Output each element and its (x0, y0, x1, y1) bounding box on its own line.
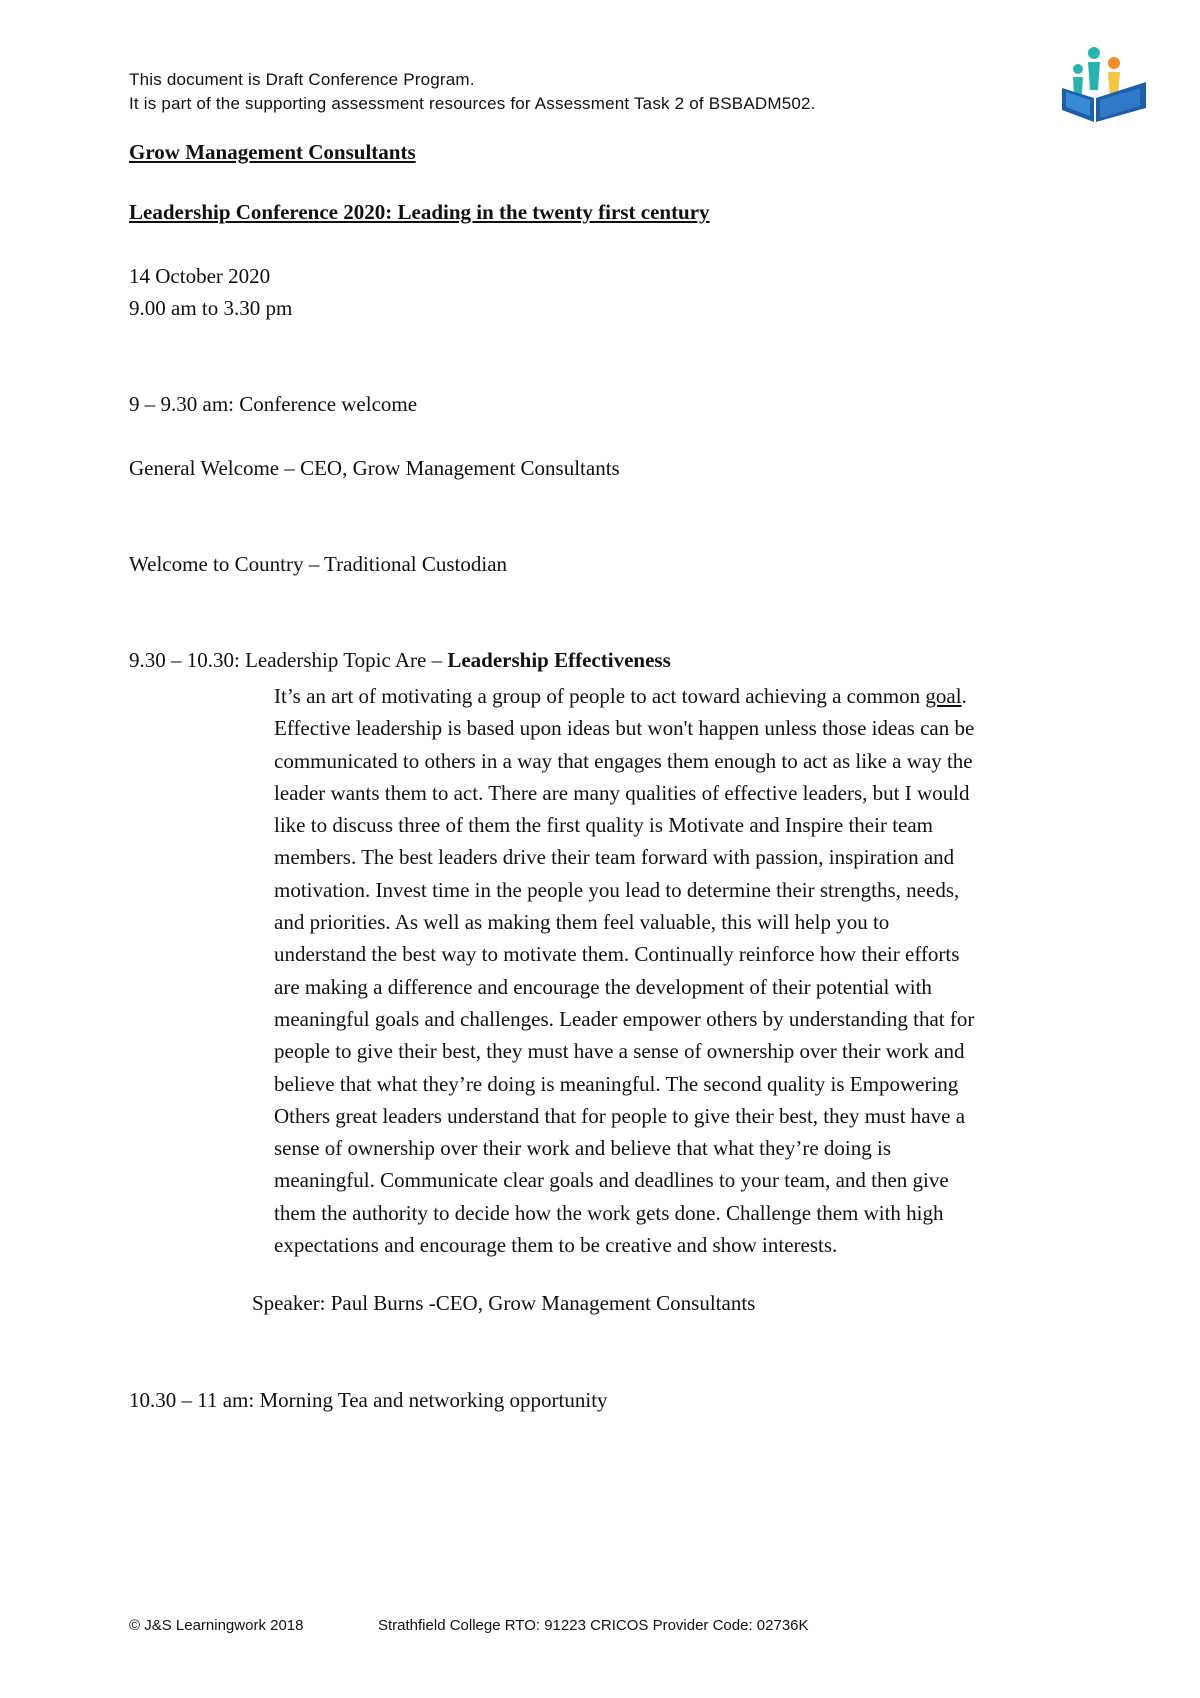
conference-time: 9.00 am to 3.30 pm (129, 296, 293, 320)
conference-date: 14 October 2020 (129, 264, 271, 288)
company-name: Grow Management Consultants (129, 140, 416, 164)
description-line: meaningful goals and challenges. Leader empower others by understanding that for (274, 1006, 975, 1031)
description-line: are making a difference and encourage the development of their potential with (274, 974, 932, 999)
description-line: meaningful. Communicate clear goals and deadlines to your team, and then give (274, 1168, 949, 1193)
session-welcome: 9 – 9.30 am: Conference welcome (129, 392, 418, 416)
description-line: Others great leaders understand that for people to give their best, they must have a (274, 1103, 966, 1128)
speaker-line: Speaker: Paul Burns -CEO, Grow Management Consultants (252, 1291, 756, 1315)
underlined-word: goal (925, 684, 962, 708)
session-leadership-prefix: 9.30 – 10.30: Leadership Topic Are – (129, 648, 448, 672)
welcome-to-country: Welcome to Country – Traditional Custodian (129, 552, 508, 576)
description-line: them the authority to decide how the work gets done. Challenge them with high (274, 1200, 944, 1225)
description-line (274, 680, 1094, 712)
description-line: motivation. Invest time in the people you lead to determine their strengths, needs, (274, 877, 960, 902)
header-note-line2: It is part of the supporting assessment resources for Assessment Task 2 of BSBADM502. (129, 94, 816, 113)
header-note-line1: This document is Draft Conference Program. (129, 70, 475, 89)
description-line-text: It’s an art of motivating a group of people to act toward achieving a common (274, 684, 926, 708)
description-line: and priorities. As well as making them feel valuable, this will help you to (274, 910, 890, 935)
people-books-logo-icon (1054, 46, 1154, 126)
conference-title: Leadership Conference 2020: Leading in the twenty first century (129, 200, 710, 224)
footer-copyright: © J&S Learningwork 2018 (129, 1617, 304, 1634)
session-leadership-topic: Leadership Effectiveness (447, 648, 671, 672)
description-line: communicated to others in a way that engages them enough to act as like a way the (274, 748, 973, 773)
session-leadership-description (274, 680, 1094, 1261)
description-line: Effective leadership is based upon ideas but won't happen unless those ideas can be (274, 716, 975, 741)
description-line: like to discuss three of them the first quality is Motivate and Inspire their team (274, 813, 934, 838)
header-note (129, 68, 816, 116)
session-morning-tea: 10.30 – 11 am: Morning Tea and networking opportunity (129, 1388, 608, 1412)
description-line: people to give their best, they must have a sense of ownership over their work and (274, 1039, 965, 1064)
session-leadership (129, 648, 671, 673)
general-welcome: General Welcome – CEO, Grow Management Consultants (129, 456, 620, 480)
description-line: members. The best leaders drive their team forward with passion, inspiration and (274, 845, 955, 870)
description-line: leader wants them to act. There are many qualities of effective leaders, but I would (274, 780, 970, 805)
description-line-end: . (961, 684, 967, 708)
footer-provider-info: Strathfield College RTO: 91223 CRICOS Provider Code: 02736K (378, 1617, 809, 1634)
description-line: understand the best way to motivate them. Continually reinforce how their efforts (274, 942, 960, 967)
description-line: sense of ownership over their work and believe that what they’re doing is (274, 1136, 891, 1161)
description-line: expectations and encourage them to be creative and show interests. (274, 1233, 838, 1258)
description-line: believe that what they’re doing is meaningful. The second quality is Empowering (274, 1071, 959, 1096)
